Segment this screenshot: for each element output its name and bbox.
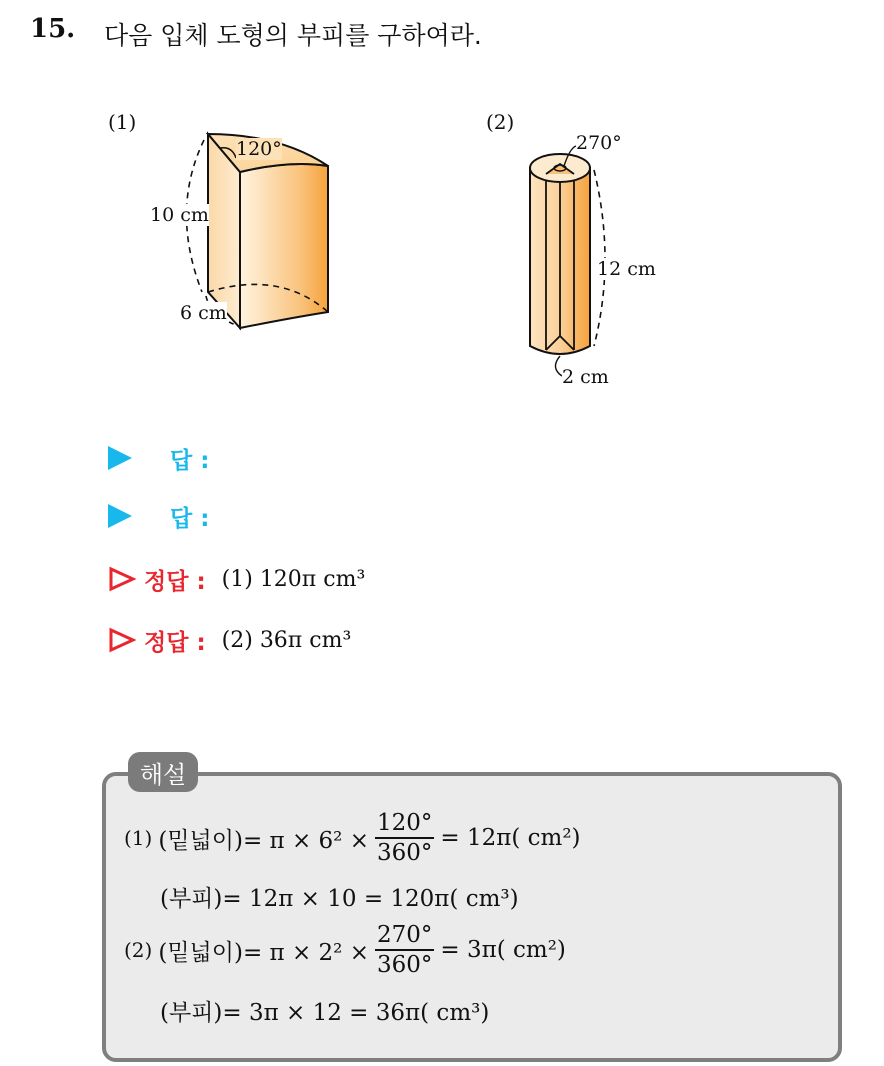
- outline-triangle-icon: [108, 566, 136, 592]
- correct-answer-label: 정답 :: [144, 629, 206, 656]
- figure1-radius: 6 cm: [180, 302, 227, 324]
- figure2-label: (2): [486, 110, 515, 134]
- answer-label: 답 :: [170, 447, 210, 474]
- correct-answer-1: [108, 561, 365, 597]
- solution-line-2: (부피)= 12π × 10 = 120π( cm³): [160, 886, 519, 912]
- figure2-angle: 270°: [576, 132, 622, 154]
- correct-answer-label: 정답 :: [144, 568, 206, 595]
- figure1-height: 10 cm: [150, 204, 209, 226]
- play-marker-icon: [108, 446, 132, 470]
- question-text: 다음 입체 도형의 부피를 구하여라.: [104, 21, 482, 50]
- correct-answer-2: [108, 622, 351, 658]
- question-number: 15.: [30, 14, 76, 44]
- correct-answer-value: (2) 36π cm³: [221, 627, 352, 653]
- figure2-height: 12 cm: [597, 258, 656, 280]
- figure2-radius: 2 cm: [562, 366, 609, 388]
- solution-line-4: (부피)= 3π × 12 = 36π( cm³): [160, 1000, 490, 1026]
- answer-label: 답 :: [170, 505, 210, 532]
- figure1-label: (1): [108, 110, 137, 134]
- solution-tab: 해설: [128, 752, 198, 792]
- solution-line-1: (1) (밑넓이)= π × 6² × $\frac{120^\circ}{360^\circ}$ = 12π( cm²): [124, 810, 581, 866]
- answer-slot-2[interactable]: [108, 498, 209, 534]
- correct-answer-value: (1) 120π cm³: [221, 566, 366, 592]
- answer-slot-1[interactable]: [108, 440, 209, 476]
- outline-triangle-icon: [108, 627, 136, 653]
- figure1-angle: 120°: [236, 138, 282, 160]
- solution-line-3: (2) (밑넓이)= π × 2² × $\frac{270^\circ}{360^\circ}$ = 3π( cm²): [124, 922, 566, 978]
- play-marker-icon: [108, 504, 132, 528]
